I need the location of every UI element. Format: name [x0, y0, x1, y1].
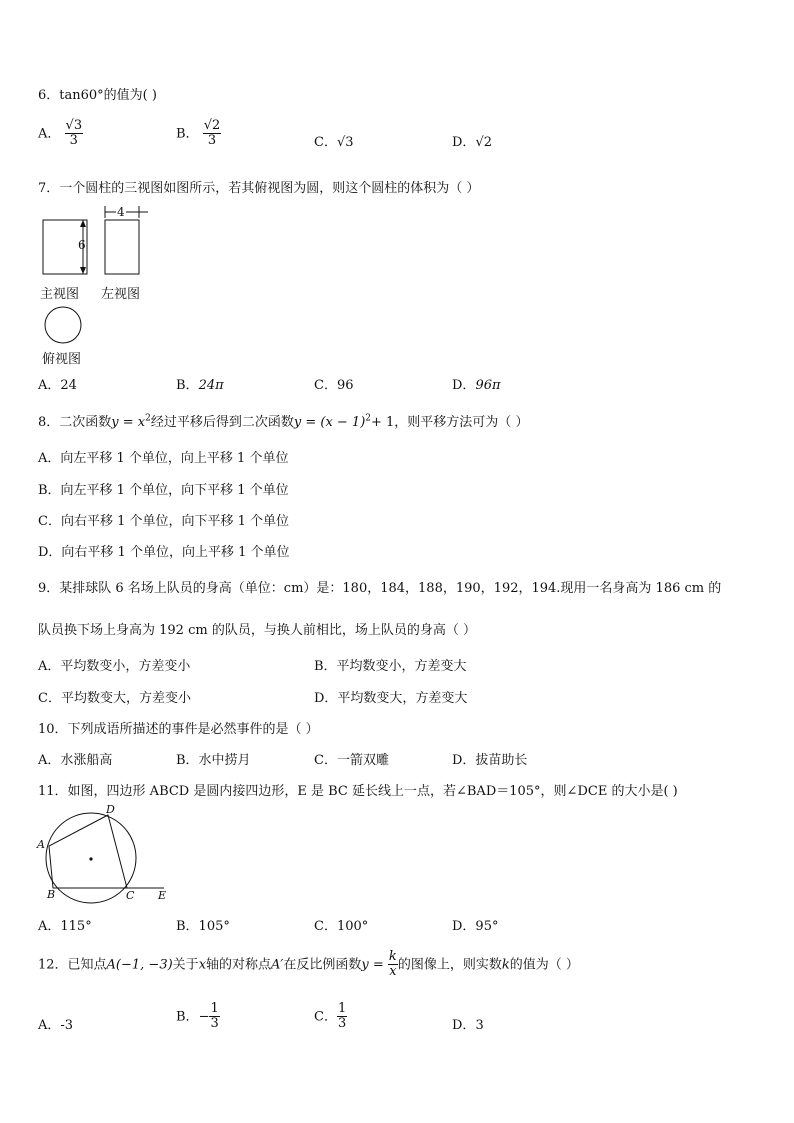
- q10-option-a: A．水涨船高: [38, 753, 113, 768]
- q7-caption-front: 主视图: [40, 287, 80, 302]
- q12-option-a: A．-3: [38, 1018, 74, 1033]
- circle-center: [89, 857, 92, 860]
- q7-caption-left: 左视图: [101, 287, 141, 302]
- q7-dim-height: 6: [78, 238, 86, 252]
- q9-option-d: D．平均数变大，方差变大: [314, 691, 468, 706]
- q7-option-b: B．24π: [176, 378, 224, 393]
- q10-option-c: C．一箭双雕: [314, 753, 389, 768]
- q11-option-c: C．100°: [314, 919, 369, 934]
- q7-dim-width: 4: [117, 205, 125, 219]
- q11-stem: 11．如图，四边形 ABCD 是圆内接四边形，E 是 BC 延长线上一点，若∠BAD＝105°，则∠DCE 的大小是( ): [38, 784, 678, 799]
- q7-option-a: A．24: [38, 378, 77, 393]
- q7-stem: 7．一个圆柱的三视图如图所示，若其俯视图为圆，则这个圆柱的体积为（ ）: [38, 181, 480, 196]
- q12-option-d: D．3: [452, 1018, 484, 1033]
- top-view-circle: [45, 307, 81, 343]
- q7-option-c: C．96: [314, 378, 354, 393]
- q8-option-d: D．向右平移 1 个单位，向上平移 1 个单位: [38, 545, 290, 560]
- q6-stem: 6．tan60°的值为( ): [38, 88, 157, 103]
- q8-option-b: B．向左平移 1 个单位，向下平移 1 个单位: [38, 483, 289, 498]
- q11-label-b: B: [47, 888, 56, 901]
- q9-stem-line1: 9．某排球队 6 名场上队员的身高（单位：cm）是：180，184，188，190，192，194.现用一名身高为 186 cm 的: [38, 581, 722, 596]
- q11-circle-figure: [36, 802, 176, 906]
- q10-option-b: B．水中捞月: [176, 753, 251, 768]
- quadrilateral-abcd: [49, 815, 127, 888]
- q11-label-d: D: [106, 803, 115, 816]
- q11-option-a: A．115°: [38, 919, 92, 934]
- q10-stem: 10．下列成语所描述的事件是必然事件的是（ ）: [38, 722, 319, 737]
- q6-option-c: C．√3: [314, 135, 354, 150]
- q8-option-a: A．向左平移 1 个单位，向上平移 1 个单位: [38, 451, 289, 466]
- q9-option-a: A．平均数变小，方差变小: [38, 659, 191, 674]
- q9-stem-line2: 队员换下场上身高为 192 cm 的队员，与换人前相比，场上队员的身高（ ）: [38, 623, 476, 638]
- q10-option-d: D．拔苗助长: [452, 753, 528, 768]
- q6-option-d: D．√2: [452, 135, 492, 150]
- q11-option-d: D．95°: [452, 919, 499, 934]
- q11-label-e: E: [158, 889, 167, 902]
- q7-caption-top: 俯视图: [42, 352, 82, 367]
- q8-stem: 8．二次函数$y = x^2$经过平移后得到二次函数$y = (x - 1)^2+ 1$，则平移方法可为（ ）: [38, 413, 529, 430]
- q8-option-c: C．向右平移 1 个单位，向下平移 1 个单位: [38, 514, 290, 529]
- q7-option-d: D．96π: [452, 378, 501, 393]
- q9-option-b: B．平均数变小，方差变大: [314, 659, 467, 674]
- q9-option-c: C．平均数变大，方差变小: [38, 691, 191, 706]
- q12-option-b: B．− $\frac{1}{3}$: [176, 1001, 219, 1032]
- q12-stem: 12．已知点A(−1, −3)关于x轴的对称点A′在反比例函数y = $\frac{k}{x}$ 的图像上，则实数k的值为（ ）: [38, 949, 579, 980]
- q6-option-b: B． $\frac{√2}{3}$: [176, 118, 221, 149]
- q6-option-a: A． $\frac{√3}{3}$: [38, 118, 83, 149]
- q11-label-c: C: [126, 889, 135, 902]
- q11-option-b: B．105°: [176, 919, 230, 934]
- q11-label-a: A: [37, 838, 45, 851]
- q12-option-c: C． $\frac{1}{3}$: [314, 1001, 347, 1032]
- left-view-rect: [105, 220, 139, 274]
